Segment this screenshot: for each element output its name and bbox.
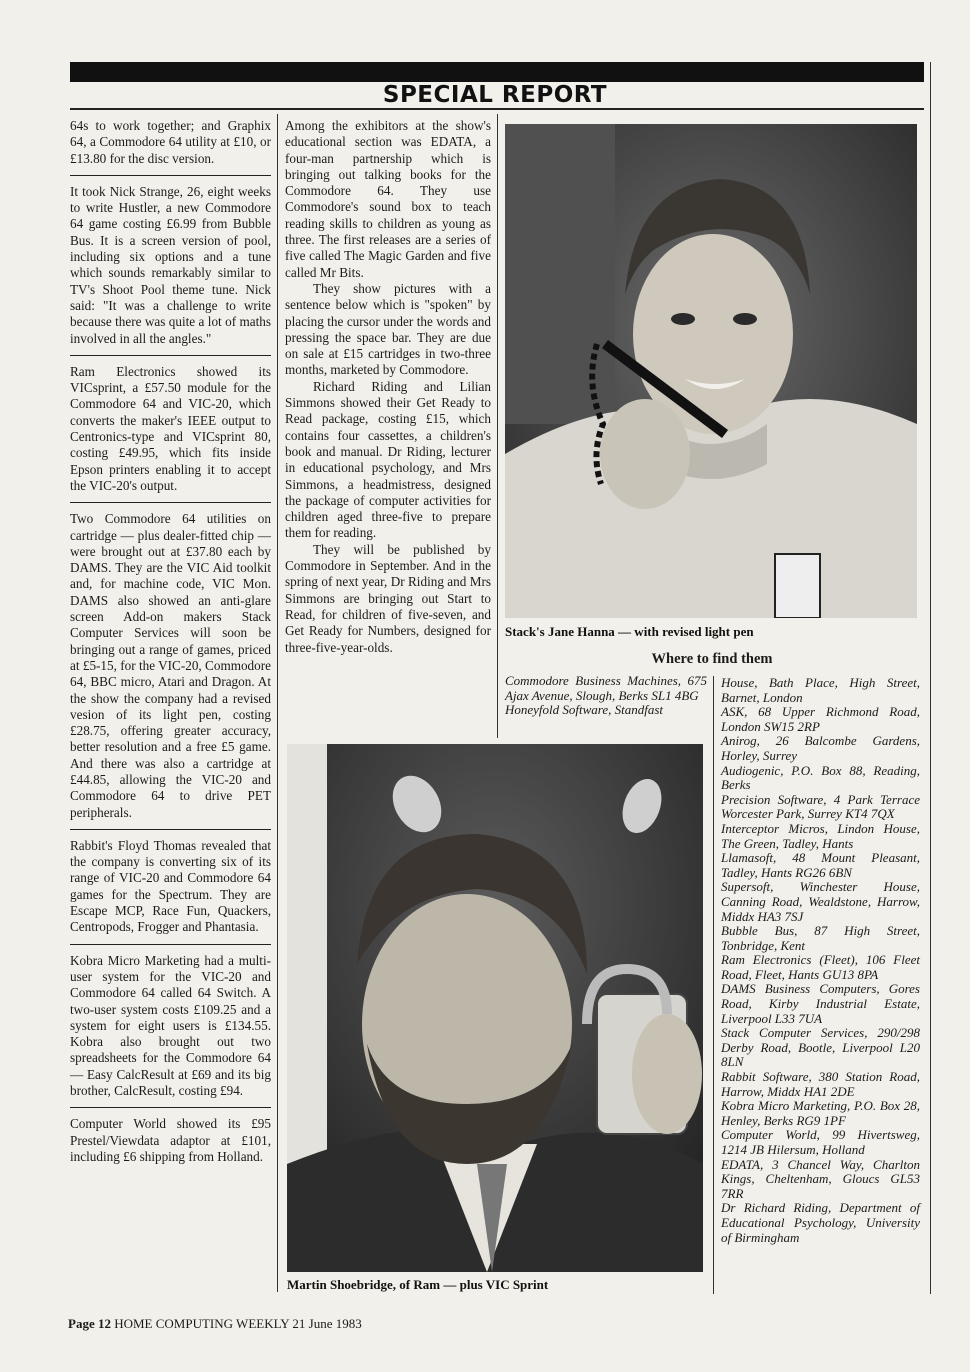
caption-photo-bottom: Martin Shoebridge, of Ram — plus VIC Sprint [287,1277,549,1292]
address-entry: Anirog, 26 Balcombe Gardens, Horley, Surrey [721,733,920,763]
news-item-text: Ram Electronics showed its VICsprint, a £57.50 module for the Commodore 64 and VIC-20, which converts the maker's IEEE output to Centronics-type and VICsprint 80, costing £49.95, which fits inside Epson printers enabling it to accept the VIC-20's output. [70,363,271,493]
address-entry: Supersoft, Winchester House, Canning Road, Wealdstone, Harrow, Middx HA3 7SJ [721,879,920,924]
page-number: Page 12 [68,1316,111,1331]
column-rule-1 [277,114,278,1292]
address-entry: Ram Electronics (Fleet), 106 Fleet Road, Fleet, Hants GU13 8PA [721,952,920,982]
news-item [70,953,271,1109]
news-item-text: Computer World showed its £95 Prestel/Viewdata adaptor at £101, including £6 shipping from Holland. [70,1116,271,1164]
news-item-text: Two Commodore 64 utilities on cartridge — plus dealer-fitted chip — were brought out at £37.80 each by DAMS. They are the VIC Aid toolkit and, for machine code, VIC Mon. DAMS also showed an anti-glare screen Add-on makers Stack Computer Services will soon be bringing out a range of games, priced at £5-15, for the VIC-20, Commodore 64, BBC micro, Atari and Dragon. At the show the company had a revised vesion of its light pen, costing £28.75, offering greater accuracy, better resolution and a free £5 game. And there was also a cartridge at £44.85, allowing the VIC-20 and Commodore 64 to drive PET peripherals. [70,511,271,820]
address-entry: Precision Software, 4 Park Terrace Worcester Park, Surrey KT4 7QX [721,791,920,822]
address-entry: ASK, 68 Upper Richmond Road, London SW15 2RP [721,704,920,734]
address-entry: DAMS Business Computers, Gores Road, Kirby Industrial Estate, Liverpool L33 7UA [721,981,920,1026]
address-entry: Interceptor Micros, Lindon House, The Green, Tadley, Hants [721,820,920,851]
address-entry: Llamasoft, 48 Mount Pleasant, Tadley, Hants RG26 6BN [721,850,920,880]
news-item-text: 64s to work together; and Graphix 64, a Commodore 64 utility at £10, or £13.80 for the disc version. [70,118,271,166]
news-item-text: Kobra Micro Marketing had a multi-user system for the VIC-20 and Commodore 64 called 64 Switch. A two-user system costs £109.25 and a system for eight users is £134.55. Kobra also brought out two spreadsheets for the Commodore 64 — Easy CalcResult at £69 and its big brother, CalcResult, costing £94. [70,952,271,1099]
article-paragraph: Among the exhibitors at the show's educational section was EDATA, a four-man partnership which is bringing out talking books for the Commodore 64. They use Commodore's sound box to teach reading skills to children as young as three. The first releases are a series of five called The Magic Garden and five called Mr Bits. [285,118,491,280]
address-entry: EDATA, 3 Chancel Way, Charlton Kings, Cheltenham, Gloucs GL53 7RR [721,1156,920,1201]
article-column-2 [285,118,491,656]
article-paragraph: They will be published by Commodore in September. And in the spring of next year, Dr Riding and Mrs Simmons are bringing out Start to Read, for children of five-seven, and Get Ready for Numbers, designed for three-five-year-olds. [285,541,491,655]
article-paragraph: Richard Riding and Lilian Simmons showed their Get Ready to Read package, costing £15, which contains four cassettes, a children's book and manual. Dr Riding, lecturer in educational psychology, and Mrs Simmons, a headmistress, designed the package of computer activities for children aged three-five to prepare them for reading. [285,378,491,541]
photo-martin-shoebridge [287,744,703,1272]
address-entry: Stack Computer Services, 290/298 Derby Road, Bootle, Liverpool L20 8LN [721,1025,920,1070]
address-list-left [505,674,707,718]
address-entry: Audiogenic, P.O. Box 88, Reading, Berks [721,762,920,793]
column-rule-2 [497,114,498,738]
news-item [70,838,271,945]
header-rule [70,108,924,110]
address-entry: Dr Richard Riding, Department of Educational Psychology, University of Birmingham [721,1200,920,1245]
page-footer [68,1316,362,1332]
article-paragraph: They show pictures with a sentence below which is "spoken" by placing the cursor under the words and pressing the space bar. They are due on sale at £15 cartridges in two-three months, marketed by Commodore. [285,280,491,378]
address-entry: Kobra Micro Marketing, P.O. Box 28, Henley, Berks RG9 1PF [721,1098,920,1128]
person-photo-icon [505,124,917,618]
caption-photo-top: Stack's Jane Hanna — with revised light pen [505,624,754,639]
news-item-text: Rabbit's Floyd Thomas revealed that the company is converting six of its range of VIC-20 and Commodore 64 games for the Spectrum. They are Escape MCP, Race Fun, Quackers, Centropods, Frogger and Phantasia. [70,837,271,935]
photo-jane-hanna [505,124,917,618]
address-entry: Honeyfold Software, Standfast [505,702,664,718]
address-entry: Bubble Bus, 87 High Street, Tonbridge, Kent [721,923,920,953]
news-item-text: It took Nick Strange, 26, eight weeks to write Hustler, a new Commodore 64 game costing £6.99 from Bubble Bus. It is a screen version of pool, including six options and a tune which sounds remarkably similar to TV's Shoot Pool theme tune. Nick said: "It was a challenge to write because there was quite a lot of maths involved in all the angles." [70,183,271,346]
article-column-1 [70,118,271,1181]
column-rule-3 [713,676,714,1294]
page-right-rule [930,62,931,1294]
address-entry: Rabbit Software, 380 Station Road, Harrow, Middx HA1 2DE [721,1069,920,1099]
address-entry: Computer World, 99 Hivertsweg, 1214 JB Hilersum, Holland [721,1127,920,1157]
section-title: SPECIAL REPORT [382,82,608,108]
address-entry: House, Bath Place, High Street, Barnet, London [721,675,920,705]
where-to-find-title: Where to find them [651,651,773,667]
publication-line: HOME COMPUTING WEEKLY 21 June 1983 [114,1316,362,1331]
person-photo-icon [287,744,703,1272]
news-item [70,511,271,830]
news-item [70,118,271,176]
news-item [70,1116,271,1173]
address-list-right [721,676,920,1245]
news-item [70,364,271,503]
news-item [70,184,271,356]
address-entry: Commodore Business Machines, 675 Ajax Avenue, Slough, Berks SL1 4BG [505,673,707,703]
header-bar [70,62,924,82]
